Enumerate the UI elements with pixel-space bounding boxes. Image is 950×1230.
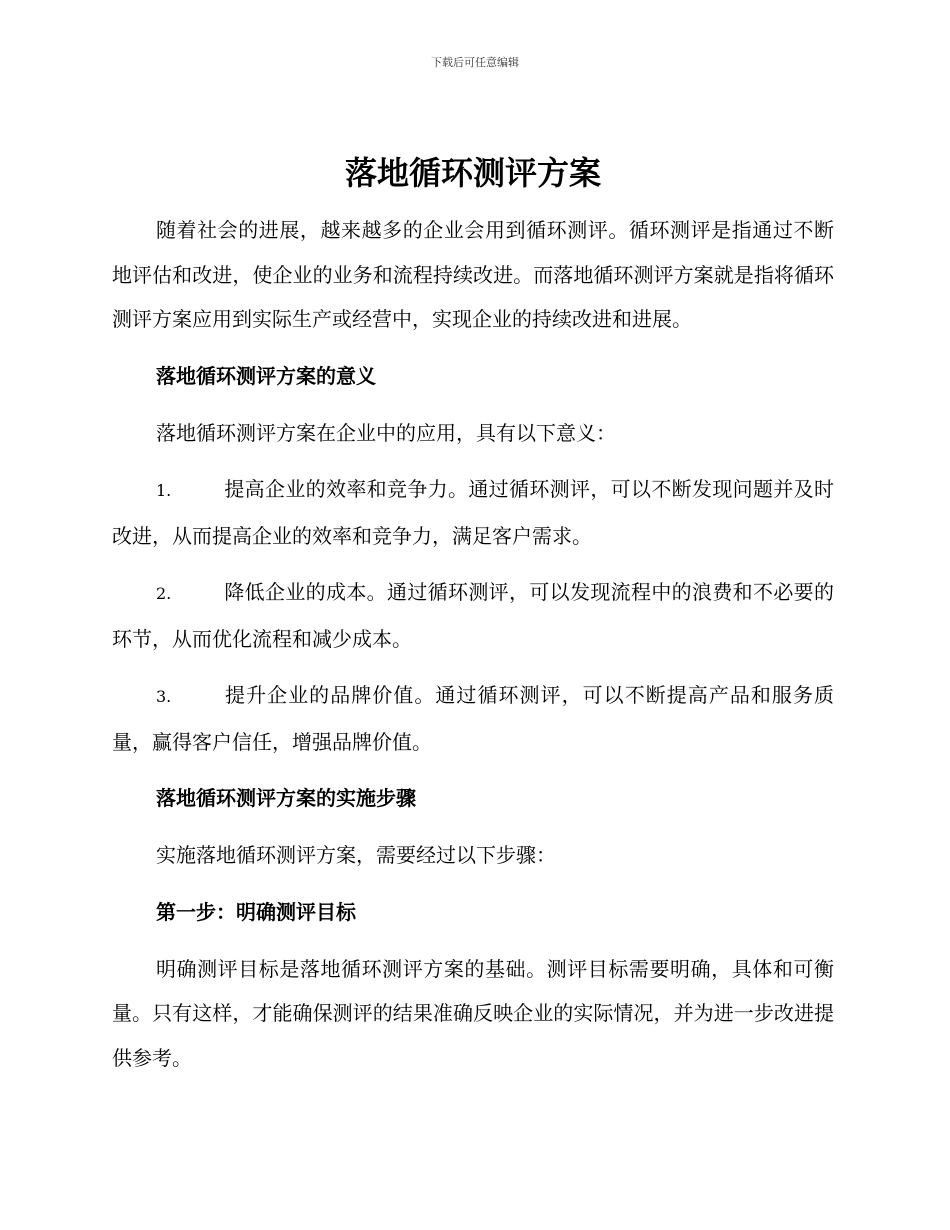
intro-paragraph: 随着社会的进展，越来越多的企业会用到循环测评。循环测评是指通过不断地评估和改进，使企业的业务和流程持续改进。而落地循环测评方案就是指将循环测评方案应用到实际生产或经营中，实现企业的持续改进和进展。 xyxy=(112,218,834,331)
document-title: 落地循环测评方案 xyxy=(344,154,601,192)
step-paragraph-1: 明确测评目标是落地循环测评方案的基础。测评目标需要明确，具体和可衡量。只有这样，才能确保测评的结果准确反映企业的实际情况，并为进一步改进提供参考。 xyxy=(112,956,834,1070)
list-item-text: 降低企业的成本。通过循环测评，可以发现流程中的浪费和不必要的环节，从而优化流程和减少成本。 xyxy=(112,580,834,651)
list-number: 2. xyxy=(156,584,172,603)
section-lead-steps: 实施落地循环测评方案，需要经过以下步骤： xyxy=(156,843,556,867)
section-heading-significance: 落地循环测评方案的意义 xyxy=(156,363,376,388)
section-lead-significance: 落地循环测评方案在企业中的应用，具有以下意义： xyxy=(156,420,616,445)
section-heading-steps: 落地循环测评方案的实施步骤 xyxy=(156,786,416,810)
list-item xyxy=(112,570,834,661)
step-heading-1: 第一步：明确测评目标 xyxy=(156,899,356,924)
list-item-text: 提升企业的品牌价值。通过循环测评，可以不断提高产品和服务质量，赢得客户信任，增强品牌价值。 xyxy=(112,683,834,754)
list-item xyxy=(112,673,834,764)
list-number: 3. xyxy=(156,687,172,706)
header-note: 下载后可任意编辑 xyxy=(431,56,519,69)
list-item-text: 提高企业的效率和竞争力。通过循环测评，可以不断发现问题并及时改进，从而提高企业的效率和竞争力，满足客户需求。 xyxy=(112,477,834,548)
list-number: 1. xyxy=(156,481,172,500)
list-item xyxy=(112,467,834,558)
document-body xyxy=(112,150,834,1092)
